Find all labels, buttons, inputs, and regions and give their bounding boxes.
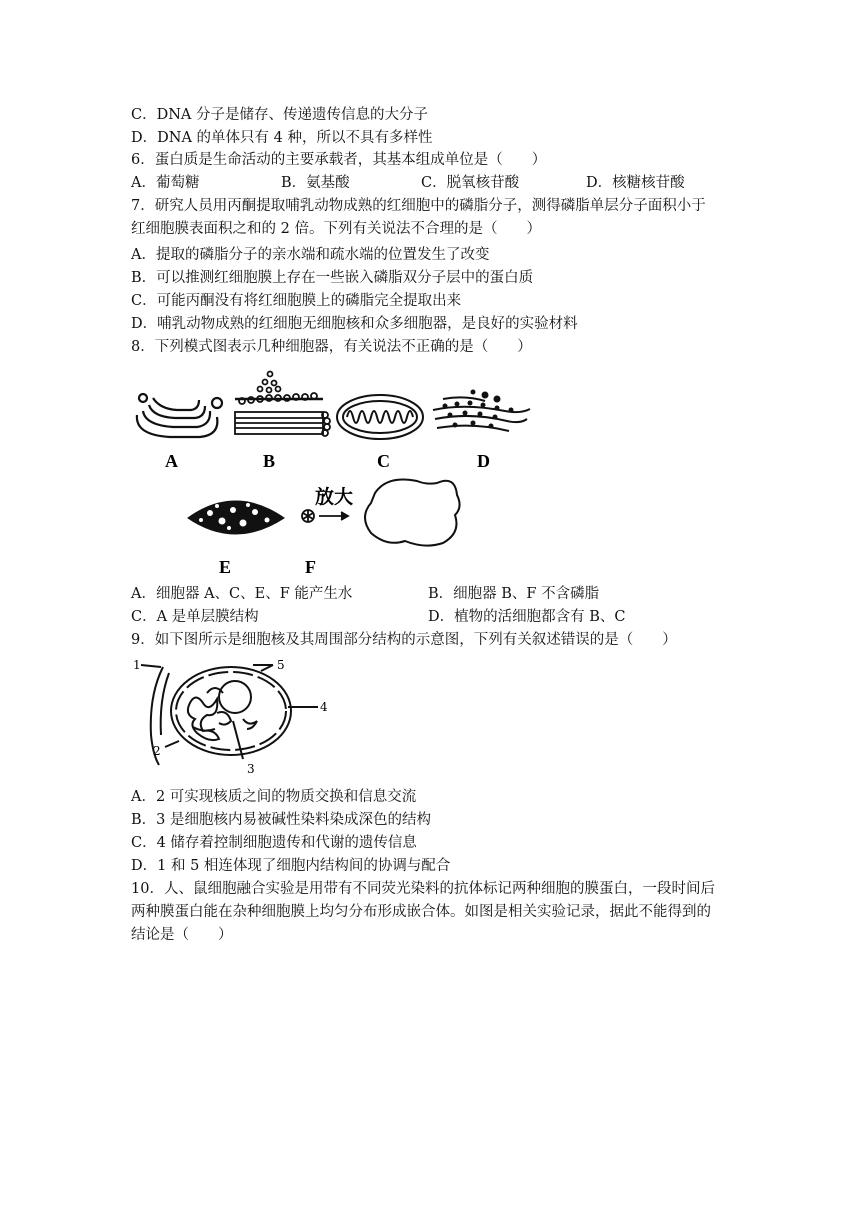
q7-option-a: A．提取的磷脂分子的亲水端和疏水端的位置发生了改变 (131, 247, 490, 263)
q7-option-c: C．可能丙酮没有将红细胞膜上的磷脂完全提取出来 (131, 293, 462, 309)
q8-label-c: C (377, 451, 390, 471)
q10-stem-line2: 两种膜蛋白能在杂种细胞膜上均匀分布形成嵌合体。如图是相关实验记录，据此不能得到的 (131, 904, 711, 920)
q8-options-row1 (131, 584, 599, 604)
q9-label-5: 5 (277, 658, 285, 672)
chromatin (188, 688, 231, 740)
nucleus-figure (133, 655, 333, 780)
q7-stem-line2: 红细胞膜表面积之和的 2 倍。下列有关说法不合理的是（ ） (131, 221, 541, 237)
organelle-d-rough-er (433, 390, 530, 432)
q10-stem-line1: 10．人、鼠细胞融合实验是用带有不同荧光染料的抗体标记两种细胞的膜蛋白，一段时间后 (131, 881, 715, 897)
q9-option-d: D．1 和 5 相连体现了细胞内结构间的协调与配合 (131, 858, 451, 874)
q9-label-4: 4 (320, 700, 328, 714)
organelle-e-chloroplast (187, 501, 285, 535)
q9-option-c: C．4 储存着控制细胞遗传和代谢的遗传信息 (131, 835, 417, 851)
q7-option-d: D．哺乳动物成熟的红细胞无细胞核和众多细胞器，是良好的实验材料 (131, 316, 578, 332)
q6-option-b: B．氨基酸 (281, 175, 350, 191)
q6-option-a: A．葡萄糖 (131, 175, 200, 191)
q5-option-d: D．DNA 的单体只有 4 种，所以不具有多样性 (131, 130, 433, 146)
q8-label-a: A (165, 451, 178, 471)
organelle-b-centriole (235, 372, 330, 437)
q8-option-b: B．细胞器 B、F 不含磷脂 (428, 586, 600, 602)
q6-options (131, 173, 685, 193)
q8-enlarge-label: 放大 (315, 486, 354, 508)
q9-option-b: B．3 是细胞核内易被碱性染料染成深色的结构 (131, 812, 431, 828)
q9-option-a: A．2 可实现核质之间的物质交换和信息交流 (131, 789, 417, 805)
q9-stem: 9．如下图所示是细胞核及其周围部分结构的示意图，下列有关叙述错误的是（ ） (131, 632, 677, 648)
organelle-figure (125, 365, 545, 580)
nucleolus (219, 681, 251, 713)
organelle-a-golgi (137, 394, 222, 437)
q6-stem: 6．蛋白质是生命活动的主要承载者，其基本组成单位是（ ） (131, 152, 547, 168)
organelle-c-mitochondrion (337, 395, 423, 439)
q7-option-b: B．可以推测红细胞膜上存在一些嵌入磷脂双分子层中的蛋白质 (131, 270, 534, 286)
q9-label-1: 1 (133, 658, 141, 672)
q5-option-c: C．DNA 分子是储存、传递遗传信息的大分子 (131, 107, 428, 123)
q8-label-d: D (477, 451, 490, 471)
q6-option-c: C．脱氧核苷酸 (421, 175, 520, 191)
q10-stem-line3: 结论是（ ） (131, 927, 233, 943)
q9-label-2: 2 (153, 744, 161, 758)
q8-label-f: F (305, 557, 316, 577)
q6-option-d: D．核糖核苷酸 (586, 175, 685, 191)
q7-stem-line1: 7．研究人员用丙酮提取哺乳动物成熟的红细胞中的磷脂分子，测得磷脂单层分子面积小于 (131, 198, 706, 214)
q8-label-b: B (263, 451, 276, 471)
q8-label-e: E (219, 557, 232, 577)
q8-option-a: A．细胞器 A、C、E、F 能产生水 (131, 586, 353, 602)
q8-options-row2 (131, 607, 625, 627)
q8-stem: 8．下列模式图表示几种细胞器，有关说法不正确的是（ ） (131, 339, 532, 355)
nuclear-envelope (171, 667, 291, 755)
q8-option-c: C．A 是单层膜结构 (131, 609, 259, 625)
q9-label-3: 3 (247, 762, 255, 776)
q8-option-d: D．植物的活细胞都含有 B、C (428, 609, 626, 625)
